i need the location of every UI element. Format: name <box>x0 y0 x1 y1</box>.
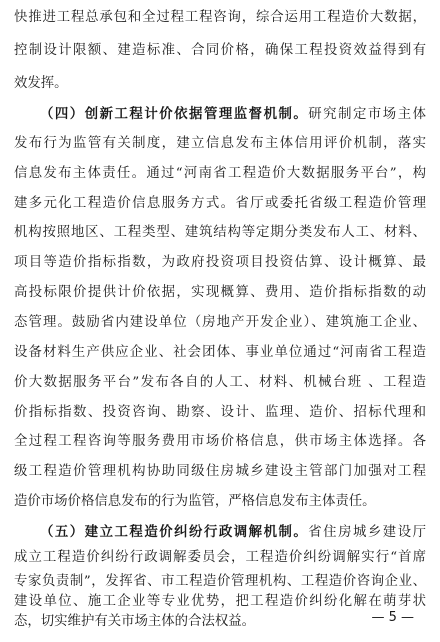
text-line: 建设单位、施工企业等专业优势，把工程造价纠纷化解在萌芽状 <box>14 594 426 609</box>
section-4-first-line <box>40 104 426 124</box>
text-line: 成立工程造价纠纷行政调解委员会，工程造价纠纷调解实行“首席 <box>14 550 426 565</box>
text-line: 造价市场价格信息发布的行为监管，严格信息发布主体责任。 <box>14 494 376 509</box>
page-number: — 5 — <box>371 610 414 625</box>
text-line: 项目等造价指标指数，为政府投资项目投资估算、设计概算、最 <box>14 255 426 270</box>
section-4-first-line-rest: 研究制定市场主体 <box>308 107 426 122</box>
text-line: 级工程造价管理机构协助同级住房城乡建设主管部门加强对工程 <box>14 464 426 479</box>
text-line: 设备材料生产供应企业、社会团体、事业单位通过“河南省工程造 <box>14 345 426 360</box>
section-5-heading: （五）建立工程造价纠纷行政调解机制。 <box>40 524 309 540</box>
text-line: 发布行为监管有关制度，建立信息发布主体信用评价机制，落实 <box>14 136 426 151</box>
text-line: 快推进工程总承包和全过程工程咨询，综合运用工程造价大数据， <box>14 10 426 25</box>
text-line: 效发挥。 <box>14 76 68 91</box>
text-line: 态管理。鼓励省内建设单位（房地产开发企业）、建筑施工企业、 <box>14 315 426 330</box>
text-line: 价大数据服务平台”发布各自的人工、材料、机械台班 、工程造 <box>14 375 426 390</box>
text-line: 全过程工程咨询等服务费用市场价格信息，供市场主体选择。各 <box>14 434 426 449</box>
text-line: 专家负责制”，发挥省、市工程造价管理机构、工程造价咨询企业、 <box>14 574 426 589</box>
text-line: 高投标限价提供计价依据，实现概算、费用、造价指标指数的动 <box>14 285 426 300</box>
text-line: 态，切实维护有关市场主体的合法权益。 <box>14 614 256 629</box>
text-line: 价指标指数、投资咨询、勘察、设计、监理、造价、招标代理和 <box>14 405 426 420</box>
text-line: 信息发布主体责任。通过“河南省工程造价大数据服务平台”，构 <box>14 166 426 181</box>
text-line: 建多元化工程造价信息服务方式。省厅或委托省级工程造价管理 <box>14 196 426 211</box>
text-line: 机构按照地区、工程类型、建筑结构等定期分类发布人工、材料、 <box>14 225 426 240</box>
text-line: 控制设计限额、建造标准、合同价格，确保工程投资效益得到有 <box>14 43 426 58</box>
section-4-heading: （四）创新工程计价依据管理监督机制。 <box>40 106 309 122</box>
section-5-first-line-rest: 省住房城乡建设厅 <box>308 525 426 540</box>
section-5-first-line <box>40 522 426 542</box>
